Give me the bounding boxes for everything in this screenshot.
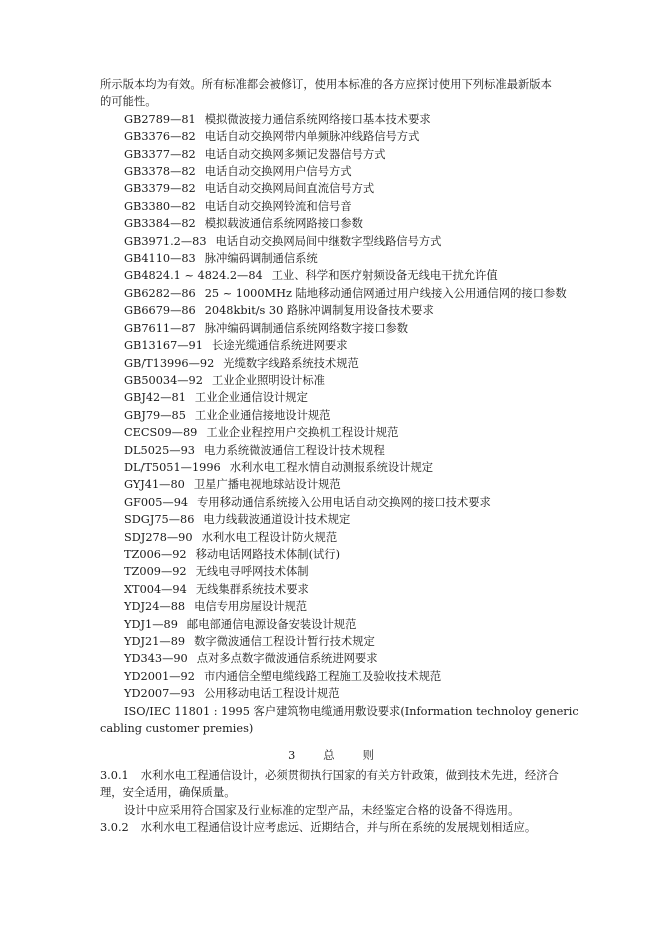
- reference-title: 市内通信全塑电缆线路工程施工及验收技术规范: [203, 669, 442, 683]
- reference-item: [100, 459, 562, 476]
- reference-title: 邮电部通信电源设备安装设计规范: [186, 617, 357, 631]
- reference-item: [100, 407, 562, 424]
- reference-item: [100, 198, 562, 215]
- reference-code: GB6679—86: [124, 304, 196, 318]
- reference-title: 工业企业照明设计标准: [211, 373, 325, 387]
- reference-title: 水利水电工程设计防火规范: [201, 530, 338, 544]
- iso-reference-line-1: ISO/IEC 11801 : 1995 客户建筑物电缆通用敷设要求(Information technoloy generic: [124, 704, 579, 718]
- reference-code: GB2789—81: [124, 112, 196, 126]
- reference-code: YDJ21—89: [124, 635, 186, 648]
- reference-title: 电话自动交换网用户信号方式: [204, 165, 352, 179]
- reference-item: [100, 668, 562, 685]
- reference-item: [100, 285, 567, 302]
- reference-item: [100, 442, 562, 459]
- reference-title: 无线电寻呼网技术体制: [195, 565, 309, 579]
- clause-text: 水利水电工程通信设计应考虑远、近期结合，并与所在系统的发展规划相适应。: [140, 821, 537, 835]
- section-number: 3: [288, 749, 296, 763]
- clause-3-0-1-line-1: [100, 767, 562, 784]
- reference-item: [100, 146, 562, 163]
- iso-reference-line-2: cabling customer premies): [100, 722, 254, 736]
- reference-title: 数字微波通信工程设计暂行技术规定: [194, 635, 375, 648]
- reference-title: 专用移动通信系统接入公用电话自动交换网的接口技术要求: [197, 495, 491, 509]
- reference-title: 脉冲编码调制通信系统网络数字接口参数: [204, 321, 409, 335]
- clause-3-0-1-line-2: 理，安全适用，确保质量。: [100, 786, 236, 800]
- reference-item: [100, 476, 562, 493]
- reference-title: 卫星广播电视地球站设计规范: [193, 478, 341, 492]
- reference-item: [100, 598, 562, 615]
- reference-code: YD2007—93: [124, 687, 195, 701]
- clause-text: 水利水电工程通信设计，必须贯彻执行国家的有关方针政策，做到技术先进，经济合: [140, 768, 559, 782]
- intro-line-2: 的可能性。: [100, 95, 157, 109]
- reference-item: [100, 111, 562, 128]
- clause-3-0-1-line-3: 设计中应采用符合国家及行业标准的定型产品，未经鉴定合格的设备不得选用。: [124, 803, 520, 817]
- reference-title: 点对多点数字微波通信系统进网要求: [196, 652, 378, 666]
- reference-item: [100, 215, 562, 232]
- reference-code: SDJ278—90: [124, 530, 193, 544]
- reference-code: GB6282—86: [124, 286, 196, 300]
- reference-title: 2048kbit/s 30 路脉冲调制复用设备技术要求: [204, 304, 434, 318]
- reference-code: YD343—90: [124, 652, 188, 666]
- reference-item: [100, 180, 562, 197]
- reference-code: GB4824.1 ~ 4824.2—84: [124, 269, 263, 283]
- reference-title: 工业企业通信设计规定: [194, 391, 308, 405]
- reference-item: [100, 163, 562, 180]
- reference-code: GB3384—82: [124, 217, 196, 231]
- reference-code: GB3379—82: [124, 182, 196, 196]
- reference-code: GBJ42—81: [124, 391, 186, 405]
- section-title-char-2: 则: [362, 749, 374, 763]
- reference-item: [100, 650, 562, 667]
- reference-code: GB3376—82: [124, 130, 196, 144]
- reference-code: SDGJ75—86: [124, 513, 195, 527]
- reference-item: [100, 511, 562, 528]
- reference-item: [100, 424, 562, 441]
- reference-code: GF005—94: [124, 495, 189, 509]
- reference-code: GB3378—82: [124, 165, 196, 179]
- reference-item: [100, 267, 562, 284]
- reference-code: XT004—94: [124, 582, 187, 596]
- reference-item: [100, 389, 562, 406]
- reference-code: GB3377—82: [124, 147, 196, 161]
- document-page: [100, 76, 579, 836]
- reference-item: [100, 320, 562, 337]
- reference-title: 长途光缆通信系统进网要求: [211, 339, 348, 353]
- reference-code: GB7611—87: [124, 321, 196, 335]
- reference-item: [100, 372, 562, 389]
- reference-title: 无线集群系统技术要求: [195, 582, 309, 596]
- reference-title: 光缆数字线路系统技术规范: [223, 356, 359, 370]
- clause-number: 3.0.2: [100, 821, 129, 835]
- reference-item: [100, 494, 562, 511]
- reference-item: [100, 355, 562, 372]
- reference-code: GB50034—92: [124, 373, 203, 387]
- reference-title: 电力线载波通道设计技术规定: [203, 513, 351, 527]
- reference-code: GYJ41—80: [124, 478, 185, 492]
- reference-title: 电话自动交换网带内单频脉冲线路信号方式: [204, 130, 420, 144]
- reference-code: YDJ24—88: [124, 600, 186, 614]
- reference-code: GB4110—83: [124, 252, 196, 266]
- reference-title: 工业、科学和医疗射频设备无线电干扰允许值: [271, 269, 498, 283]
- reference-title: 电话自动交换网多频记发器信号方式: [204, 147, 386, 161]
- reference-code: YDJ1—89: [124, 617, 178, 631]
- reference-item: [100, 128, 562, 145]
- reference-code: GB3971.2—83: [124, 234, 207, 248]
- reference-item: [100, 685, 562, 702]
- reference-code: GBJ79—85: [124, 408, 186, 422]
- reference-title: 工业企业程控用户交换机工程设计规范: [206, 426, 399, 440]
- reference-item: [100, 337, 562, 354]
- clause-number: 3.0.1: [100, 768, 129, 782]
- reference-item: [100, 529, 562, 546]
- reference-title: 模拟载波通信系统网路接口参数: [204, 217, 363, 231]
- intro-line-1: 所示版本均为有效。所有标准都会被修订，使用本标准的各方应探讨使用下列标准最新版本: [100, 78, 552, 91]
- reference-code: TZ009—92: [124, 565, 187, 579]
- reference-code: DL5025—93: [124, 443, 195, 457]
- reference-item: [100, 250, 562, 267]
- reference-title: 工业企业通信接地设计规范: [194, 408, 331, 422]
- reference-title: 脉冲编码调制通信系统: [204, 252, 318, 266]
- reference-code: YD2001—92: [124, 669, 195, 683]
- reference-title: 移动电话网路技术体制(试行): [195, 547, 341, 561]
- reference-title: 电话自动交换网局间直流信号方式: [204, 182, 375, 196]
- reference-item: [100, 302, 562, 319]
- reference-title: 25 ~ 1000MHz 陆地移动通信网通过用户线接入公用通信网的接口参数: [204, 286, 567, 300]
- reference-code: CECS09—89: [124, 426, 198, 440]
- reference-item: [100, 233, 562, 250]
- reference-title: 模拟微波接力通信系统网络接口基本技术要求: [204, 112, 431, 126]
- reference-item: [100, 563, 562, 580]
- reference-title: 电信专用房屋设计规范: [194, 600, 308, 614]
- reference-code: DL/T5051—1996: [124, 460, 221, 474]
- reference-code: TZ006—92: [124, 547, 187, 561]
- reference-title: 水利水电工程水情自动测报系统设计规定: [229, 460, 434, 474]
- reference-code: GB13167—91: [124, 339, 203, 353]
- reference-list: [100, 111, 567, 703]
- section-heading: [100, 747, 562, 764]
- section-title-char-1: 总: [323, 749, 335, 763]
- reference-item: [100, 616, 562, 633]
- reference-title: 电力系统微波通信工程设计技术规程: [203, 443, 385, 457]
- reference-title: 电话自动交换网铃流和信号音: [204, 199, 352, 213]
- reference-title: 电话自动交换网局间中继数字型线路信号方式: [215, 234, 442, 248]
- reference-code: GB/T13996—92: [124, 356, 215, 370]
- reference-item: [100, 581, 562, 598]
- reference-item: [100, 633, 562, 650]
- reference-code: GB3380—82: [124, 199, 196, 213]
- reference-title: 公用移动电话工程设计规范: [203, 687, 340, 701]
- clause-3-0-2-line-1: [100, 819, 562, 836]
- reference-item: [100, 546, 562, 563]
